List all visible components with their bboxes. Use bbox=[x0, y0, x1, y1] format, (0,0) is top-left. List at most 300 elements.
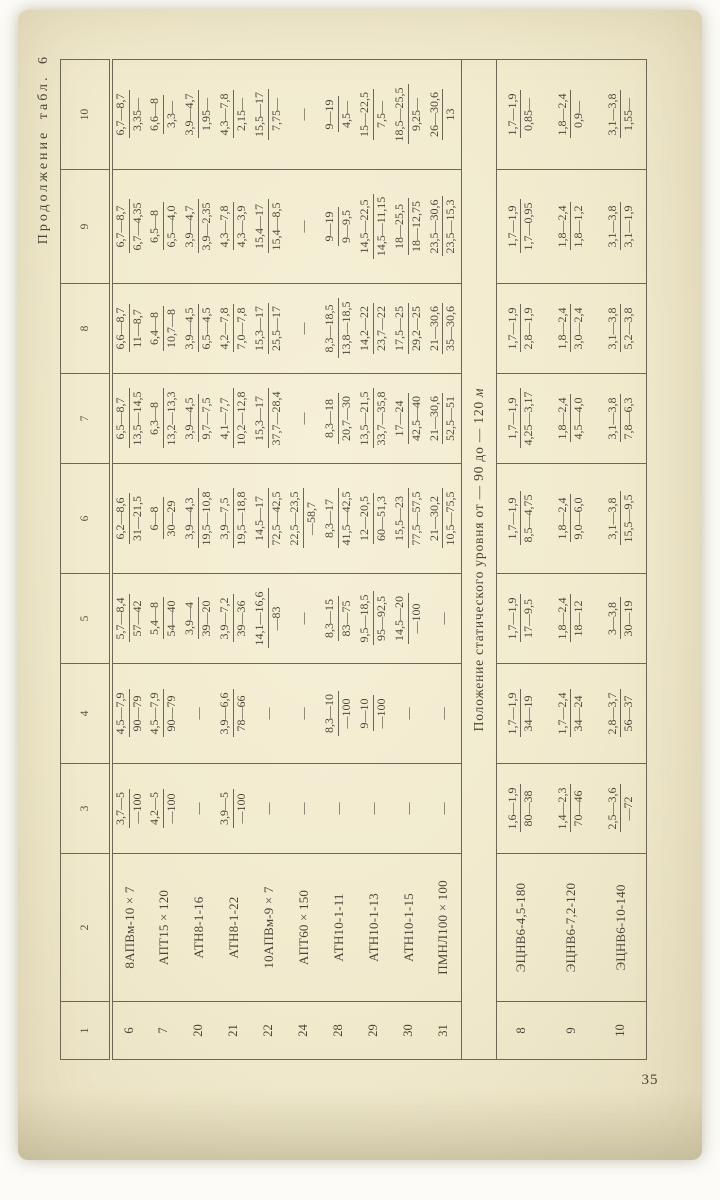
data-cell bbox=[181, 664, 216, 764]
data-cell bbox=[546, 170, 596, 284]
data-cell bbox=[216, 60, 251, 170]
section-header-row bbox=[461, 60, 496, 1060]
row-number-cell: 6 bbox=[111, 1002, 146, 1060]
data-cell bbox=[596, 574, 646, 664]
empty-value: — bbox=[401, 802, 415, 815]
fraction-denominator: 13,2—13,3 bbox=[163, 391, 178, 446]
data-cell bbox=[426, 574, 461, 664]
fraction-denominator: 2,15— bbox=[233, 98, 248, 131]
column-header: 4 bbox=[61, 664, 112, 764]
data-cell bbox=[496, 664, 546, 764]
fraction-numerator: 26—30,6 bbox=[428, 89, 443, 140]
fraction-numerator: 15,3—17 bbox=[253, 389, 268, 449]
data-cell bbox=[356, 60, 391, 170]
row-number-cell: 7 bbox=[146, 1002, 181, 1060]
fraction-value bbox=[606, 305, 636, 353]
data-cell bbox=[546, 574, 596, 664]
data-cell bbox=[356, 374, 391, 464]
data-cell bbox=[321, 170, 356, 284]
fraction-value bbox=[556, 595, 586, 643]
fraction-numerator: 3,7—5 bbox=[114, 789, 129, 828]
fraction-denominator: 90—79 bbox=[163, 695, 178, 732]
fraction-numerator: 8,3—18 bbox=[323, 393, 338, 444]
fraction-value bbox=[253, 589, 283, 649]
fraction-numerator: 3,1—3,8 bbox=[606, 91, 621, 139]
empty-value: — bbox=[435, 707, 450, 720]
fraction-value bbox=[556, 785, 586, 833]
row-number-cell: 10 bbox=[596, 1002, 646, 1060]
fraction-denominator: 9,25— bbox=[408, 98, 423, 131]
fraction-numerator: 14,5—17 bbox=[253, 489, 268, 549]
data-cell bbox=[391, 170, 426, 284]
fraction-value bbox=[606, 91, 636, 139]
fraction-value bbox=[358, 696, 388, 732]
data-cell bbox=[216, 464, 251, 574]
fraction-numerator: 22,5—23,5 bbox=[288, 489, 303, 549]
fraction-numerator: 3,9—4,5 bbox=[183, 305, 198, 353]
fraction-value bbox=[253, 89, 283, 140]
fraction-numerator: 8,3—17 bbox=[323, 489, 338, 549]
column-header: 3 bbox=[61, 764, 112, 854]
fraction-value bbox=[183, 305, 213, 353]
fraction-numerator: 1,7—2,4 bbox=[556, 690, 571, 738]
fraction-numerator: 9—19 bbox=[323, 207, 338, 246]
data-cell bbox=[321, 60, 356, 170]
fraction-denominator: 13,5—14,5 bbox=[129, 391, 144, 446]
fraction-denominator: 15,5—9,5 bbox=[620, 494, 635, 543]
fraction-value bbox=[323, 299, 353, 359]
fraction-value bbox=[506, 690, 536, 738]
fraction-numerator: 15,5—23 bbox=[393, 489, 408, 549]
fraction-numerator: 17—24 bbox=[393, 393, 408, 444]
pump-name-cell: АТН10-1-11 bbox=[321, 854, 356, 1002]
fraction-numerator: 14,1—16,6 bbox=[253, 589, 268, 649]
fraction-numerator: 6,7—8,7 bbox=[114, 91, 129, 139]
fraction-numerator: 6,3—8 bbox=[148, 389, 163, 449]
empty-value: — bbox=[296, 707, 310, 720]
data-cell bbox=[391, 664, 426, 764]
data-cell bbox=[251, 284, 286, 374]
pump-table bbox=[60, 59, 647, 1060]
data-cell bbox=[321, 374, 356, 464]
fraction-numerator: 6,2—8,6 bbox=[114, 493, 129, 544]
fraction-value bbox=[218, 595, 248, 643]
fraction-denominator: 1,8—1,2 bbox=[571, 205, 586, 248]
fraction-numerator: 3,9—5 bbox=[218, 789, 233, 828]
data-cell bbox=[546, 374, 596, 464]
fraction-denominator: 3,0—2,4 bbox=[571, 307, 586, 350]
fraction-denominator: —100 bbox=[233, 793, 248, 824]
data-cell bbox=[181, 284, 216, 374]
fraction-numerator: 3,1—3,8 bbox=[606, 395, 621, 443]
data-cell bbox=[391, 574, 426, 664]
data-cell bbox=[181, 764, 216, 854]
empty-value: — bbox=[296, 412, 310, 425]
fraction-denominator: 4,5—4,0 bbox=[571, 397, 586, 440]
data-cell bbox=[146, 284, 181, 374]
fraction-value bbox=[393, 85, 423, 145]
data-cell bbox=[426, 464, 461, 574]
data-cell bbox=[146, 664, 181, 764]
data-cell bbox=[391, 284, 426, 374]
fraction-denominator: 5,2—3,8 bbox=[620, 307, 635, 350]
empty-value: — bbox=[191, 802, 205, 815]
fraction-numerator: 3,1—3,8 bbox=[606, 492, 621, 546]
fraction-denominator: 31—21,5 bbox=[129, 496, 144, 541]
fraction-denominator: 14,5—11,15 bbox=[373, 196, 388, 257]
fraction-denominator: 15,4—8,5 bbox=[268, 202, 283, 251]
row-number-cell: 9 bbox=[546, 1002, 596, 1060]
data-cell bbox=[426, 170, 461, 284]
empty-value: — bbox=[296, 108, 310, 121]
fraction-denominator: 1,55— bbox=[620, 98, 635, 131]
data-cell bbox=[496, 374, 546, 464]
fraction-value bbox=[556, 203, 586, 251]
fraction-denominator: 33,7—35,8 bbox=[373, 391, 388, 446]
fraction-denominator: 37,7—28,4 bbox=[268, 391, 283, 446]
fraction-numerator: 14,5—20 bbox=[393, 593, 408, 644]
fraction-value bbox=[556, 495, 586, 543]
fraction-numerator: 1,7—1,9 bbox=[506, 305, 521, 353]
fraction-value bbox=[428, 489, 458, 549]
fraction-numerator: 8,3—15 bbox=[323, 596, 338, 641]
fraction-denominator: —72 bbox=[620, 796, 635, 821]
fraction-denominator: —100 bbox=[163, 793, 178, 824]
data-cell bbox=[356, 284, 391, 374]
fraction-denominator: 77,5—57,5 bbox=[408, 491, 423, 546]
data-cell bbox=[286, 60, 321, 170]
table-body bbox=[111, 60, 646, 1060]
fraction-numerator: 9—19 bbox=[323, 97, 338, 133]
fraction-denominator: 35—30,6 bbox=[443, 306, 458, 351]
fraction-value bbox=[253, 389, 283, 449]
table-row bbox=[596, 60, 646, 1060]
data-cell bbox=[356, 764, 391, 854]
data-cell bbox=[496, 464, 546, 574]
fraction-value bbox=[183, 489, 213, 549]
empty-value: — bbox=[261, 707, 275, 720]
fraction-value bbox=[218, 489, 248, 549]
fraction-denominator: 70—46 bbox=[571, 790, 586, 827]
fraction-denominator: 34—19 bbox=[521, 695, 536, 732]
fraction-numerator: 1,8—2,4 bbox=[556, 495, 571, 543]
data-cell bbox=[321, 764, 356, 854]
fraction-denominator: 6,5—4,0 bbox=[163, 205, 178, 248]
fraction-value bbox=[506, 389, 536, 449]
fraction-numerator: 1,8—2,4 bbox=[556, 203, 571, 251]
data-cell bbox=[216, 764, 251, 854]
fraction-value bbox=[393, 198, 423, 255]
fraction-value bbox=[556, 395, 586, 443]
fraction-numerator: 6,6—8,7 bbox=[114, 305, 129, 353]
fraction-denominator: 39—36 bbox=[233, 600, 248, 637]
fraction-denominator: 19,5—18,8 bbox=[233, 491, 248, 546]
fraction-denominator: 41,5—42,5 bbox=[338, 491, 353, 546]
empty-value: — bbox=[296, 220, 310, 233]
fraction-numerator: 3,9—6,6 bbox=[218, 690, 233, 738]
table-row bbox=[321, 60, 356, 1060]
data-cell bbox=[286, 664, 321, 764]
column-header: 8 bbox=[61, 284, 112, 374]
fraction-value bbox=[393, 489, 423, 549]
fraction-value bbox=[506, 200, 536, 254]
fraction-denominator: 23,7—22 bbox=[373, 306, 388, 351]
column-header: 7 bbox=[61, 374, 112, 464]
fraction-value bbox=[183, 200, 213, 254]
fraction-denominator: 78—66 bbox=[233, 695, 248, 732]
data-cell bbox=[111, 170, 146, 284]
data-cell bbox=[426, 764, 461, 854]
empty-value: — bbox=[331, 802, 345, 815]
fraction-denominator: —83 bbox=[268, 606, 283, 631]
data-cell bbox=[286, 284, 321, 374]
fraction-value bbox=[606, 492, 636, 546]
fraction-value bbox=[114, 690, 144, 738]
data-cell bbox=[181, 60, 216, 170]
data-cell bbox=[146, 60, 181, 170]
fraction-numerator: 6—8 bbox=[148, 498, 163, 540]
fraction-denominator: 8,5—4,75 bbox=[521, 494, 536, 543]
table-row bbox=[496, 60, 546, 1060]
fraction-value bbox=[506, 785, 536, 833]
fraction-value bbox=[148, 598, 178, 640]
fraction-numerator: 4,2—7,8 bbox=[218, 305, 233, 353]
fraction-value bbox=[358, 303, 388, 354]
fraction-numerator: 1,7—1,9 bbox=[506, 91, 521, 139]
fraction-denominator: 19,5—10,8 bbox=[198, 491, 213, 546]
data-cell bbox=[251, 60, 286, 170]
fraction-numerator: 15—22,5 bbox=[358, 89, 373, 140]
fraction-denominator: 83—75 bbox=[338, 600, 353, 637]
fraction-denominator: 0,9— bbox=[571, 101, 586, 128]
data-cell bbox=[496, 284, 546, 374]
data-cell bbox=[496, 764, 546, 854]
data-cell bbox=[111, 764, 146, 854]
fraction-denominator: 9—9,5 bbox=[338, 210, 353, 243]
data-cell bbox=[251, 664, 286, 764]
data-cell bbox=[111, 284, 146, 374]
row-number-cell: 31 bbox=[426, 1002, 461, 1060]
data-cell bbox=[391, 464, 426, 574]
fraction-numerator: 8,3—10 bbox=[323, 691, 338, 736]
fraction-denominator: —100 bbox=[373, 698, 388, 729]
fraction-denominator: 2,8—1,9 bbox=[521, 307, 536, 350]
data-cell bbox=[181, 374, 216, 464]
data-cell bbox=[356, 464, 391, 574]
fraction-denominator: 7,0—7,8 bbox=[233, 307, 248, 350]
row-number-cell: 8 bbox=[496, 1002, 546, 1060]
fraction-denominator: 56—37 bbox=[620, 695, 635, 732]
fraction-value bbox=[606, 395, 636, 443]
data-cell bbox=[426, 60, 461, 170]
fraction-numerator: 3,9—4,7 bbox=[183, 200, 198, 254]
data-cell bbox=[216, 170, 251, 284]
fraction-value bbox=[218, 389, 248, 449]
data-cell bbox=[146, 170, 181, 284]
table-head bbox=[61, 60, 112, 1060]
fraction-numerator: 4,5—7,9 bbox=[148, 690, 163, 738]
fraction-numerator: 3,9—7,2 bbox=[218, 595, 233, 643]
fraction-numerator: 6,5—8,7 bbox=[114, 389, 129, 449]
fraction-value bbox=[114, 493, 144, 544]
fraction-value bbox=[183, 598, 213, 640]
data-cell bbox=[111, 464, 146, 574]
fraction-numerator: 6,7—8,7 bbox=[114, 200, 129, 254]
column-header: 1 bbox=[61, 1002, 112, 1060]
table-row bbox=[546, 60, 596, 1060]
pump-name-cell: ПМНЛ100 × 100 bbox=[426, 854, 461, 1002]
data-cell bbox=[181, 464, 216, 574]
data-cell bbox=[356, 170, 391, 284]
data-cell bbox=[596, 374, 646, 464]
data-cell bbox=[251, 170, 286, 284]
empty-value: — bbox=[366, 802, 380, 815]
data-cell bbox=[146, 464, 181, 574]
pump-name-cell: АПТ15 × 120 bbox=[146, 854, 181, 1002]
data-cell bbox=[251, 574, 286, 664]
fraction-numerator: 6,5—8 bbox=[148, 203, 163, 251]
data-cell bbox=[216, 284, 251, 374]
data-cell bbox=[546, 284, 596, 374]
fraction-denominator: 17—9,5 bbox=[521, 599, 536, 638]
fraction-value bbox=[253, 303, 283, 354]
fraction-value bbox=[114, 91, 144, 139]
fraction-numerator: 1,8—2,4 bbox=[556, 91, 571, 139]
data-cell bbox=[356, 664, 391, 764]
fraction-numerator: 3,9—4,5 bbox=[183, 395, 198, 443]
fraction-denominator: 10,7—8 bbox=[163, 309, 178, 348]
data-cell bbox=[251, 764, 286, 854]
fraction-numerator: 3,9—4,3 bbox=[183, 489, 198, 549]
data-cell bbox=[111, 60, 146, 170]
table-row bbox=[216, 60, 251, 1060]
fraction-denominator: 90—79 bbox=[129, 695, 144, 732]
fraction-value bbox=[606, 690, 636, 738]
fraction-value bbox=[506, 305, 536, 353]
empty-value: — bbox=[435, 802, 450, 815]
fraction-value bbox=[114, 595, 144, 643]
fraction-denominator: 72,5—42,5 bbox=[268, 491, 283, 546]
data-cell bbox=[596, 464, 646, 574]
data-cell bbox=[146, 574, 181, 664]
fraction-numerator: 4,5—7,9 bbox=[114, 690, 129, 738]
fraction-numerator: 4,2—5 bbox=[148, 789, 163, 828]
fraction-value bbox=[323, 596, 353, 641]
pump-name-cell: 8АПВм-10 × 7 bbox=[111, 854, 146, 1002]
empty-value: — bbox=[401, 707, 415, 720]
fraction-denominator: 1,95— bbox=[198, 98, 213, 131]
fraction-denominator: 7,5— bbox=[373, 101, 388, 128]
fraction-denominator: 4,25—3,17 bbox=[521, 391, 536, 446]
row-number-cell: 24 bbox=[286, 1002, 321, 1060]
scanned-page bbox=[18, 10, 702, 1160]
empty-value: — bbox=[261, 802, 275, 815]
fraction-value bbox=[183, 395, 213, 443]
fraction-numerator: 14,5—22,5 bbox=[358, 194, 373, 260]
fraction-value bbox=[218, 789, 248, 828]
fraction-value bbox=[358, 389, 388, 449]
data-cell bbox=[111, 664, 146, 764]
fraction-value bbox=[114, 789, 144, 828]
fraction-numerator: 3,9—4 bbox=[183, 598, 198, 640]
data-cell bbox=[546, 60, 596, 170]
row-number-cell: 29 bbox=[356, 1002, 391, 1060]
fraction-numerator: 1,8—2,4 bbox=[556, 305, 571, 353]
fraction-denominator: 7,75— bbox=[268, 98, 283, 131]
data-cell bbox=[596, 170, 646, 284]
data-cell bbox=[596, 664, 646, 764]
pump-name-cell: АТН10-1-15 bbox=[391, 854, 426, 1002]
fraction-denominator: 29,2—25 bbox=[408, 306, 423, 351]
fraction-denominator: 3,35— bbox=[129, 98, 144, 131]
fraction-value bbox=[148, 389, 178, 449]
fraction-value bbox=[323, 691, 353, 736]
fraction-numerator: 5,4—8 bbox=[148, 598, 163, 640]
fraction-value bbox=[148, 95, 178, 134]
data-cell bbox=[426, 374, 461, 464]
data-cell bbox=[286, 374, 321, 464]
fraction-numerator: 1,6—1,9 bbox=[506, 785, 521, 833]
fraction-denominator: 18—12 bbox=[571, 600, 586, 637]
rotated-table-area bbox=[36, 52, 660, 1060]
fraction-value bbox=[148, 306, 178, 351]
fraction-value bbox=[218, 203, 248, 251]
row-number-cell: 30 bbox=[391, 1002, 426, 1060]
row-number-cell: 20 bbox=[181, 1002, 216, 1060]
data-cell bbox=[596, 284, 646, 374]
data-cell bbox=[216, 574, 251, 664]
data-cell bbox=[321, 464, 356, 574]
row-number-cell: 28 bbox=[321, 1002, 356, 1060]
fraction-value bbox=[323, 207, 353, 246]
pump-name-cell: ЭЦНВ6-4,5-180 bbox=[496, 854, 546, 1002]
fraction-denominator: 9,0—6,0 bbox=[571, 497, 586, 540]
data-cell bbox=[286, 170, 321, 284]
fraction-value bbox=[393, 393, 423, 444]
fraction-denominator: 54—40 bbox=[163, 600, 178, 637]
fraction-numerator: 15,4—17 bbox=[253, 200, 268, 254]
pump-name-cell: АТН8-1-22 bbox=[216, 854, 251, 1002]
fraction-value bbox=[114, 305, 144, 353]
data-cell bbox=[426, 284, 461, 374]
fraction-denominator: 18—12,75 bbox=[408, 201, 423, 252]
fraction-value bbox=[428, 303, 458, 354]
data-cell bbox=[596, 60, 646, 170]
fraction-denominator: 11—8,7 bbox=[129, 309, 144, 348]
fraction-numerator: 21—30,6 bbox=[428, 393, 443, 444]
fraction-numerator: 1,8—2,4 bbox=[556, 595, 571, 643]
fraction-denominator: —100 bbox=[129, 793, 144, 824]
fraction-value bbox=[506, 91, 536, 139]
fraction-numerator: 1,7—1,9 bbox=[506, 389, 521, 449]
data-cell bbox=[181, 574, 216, 664]
fraction-value bbox=[556, 690, 586, 738]
fraction-denominator: 20,7—30 bbox=[338, 396, 353, 441]
fraction-value bbox=[148, 690, 178, 738]
data-cell bbox=[146, 374, 181, 464]
fraction-numerator: 1,7—1,9 bbox=[506, 492, 521, 546]
fraction-value bbox=[506, 595, 536, 643]
column-header: 9 bbox=[61, 170, 112, 284]
empty-value: — bbox=[191, 707, 205, 720]
fraction-value bbox=[148, 498, 178, 540]
fraction-value bbox=[428, 89, 458, 140]
data-cell bbox=[321, 664, 356, 764]
fraction-numerator: 4,3—7,8 bbox=[218, 203, 233, 251]
fraction-numerator: 4,1—7,7 bbox=[218, 389, 233, 449]
fraction-denominator: 80—38 bbox=[521, 790, 536, 827]
fraction-value bbox=[183, 91, 213, 139]
